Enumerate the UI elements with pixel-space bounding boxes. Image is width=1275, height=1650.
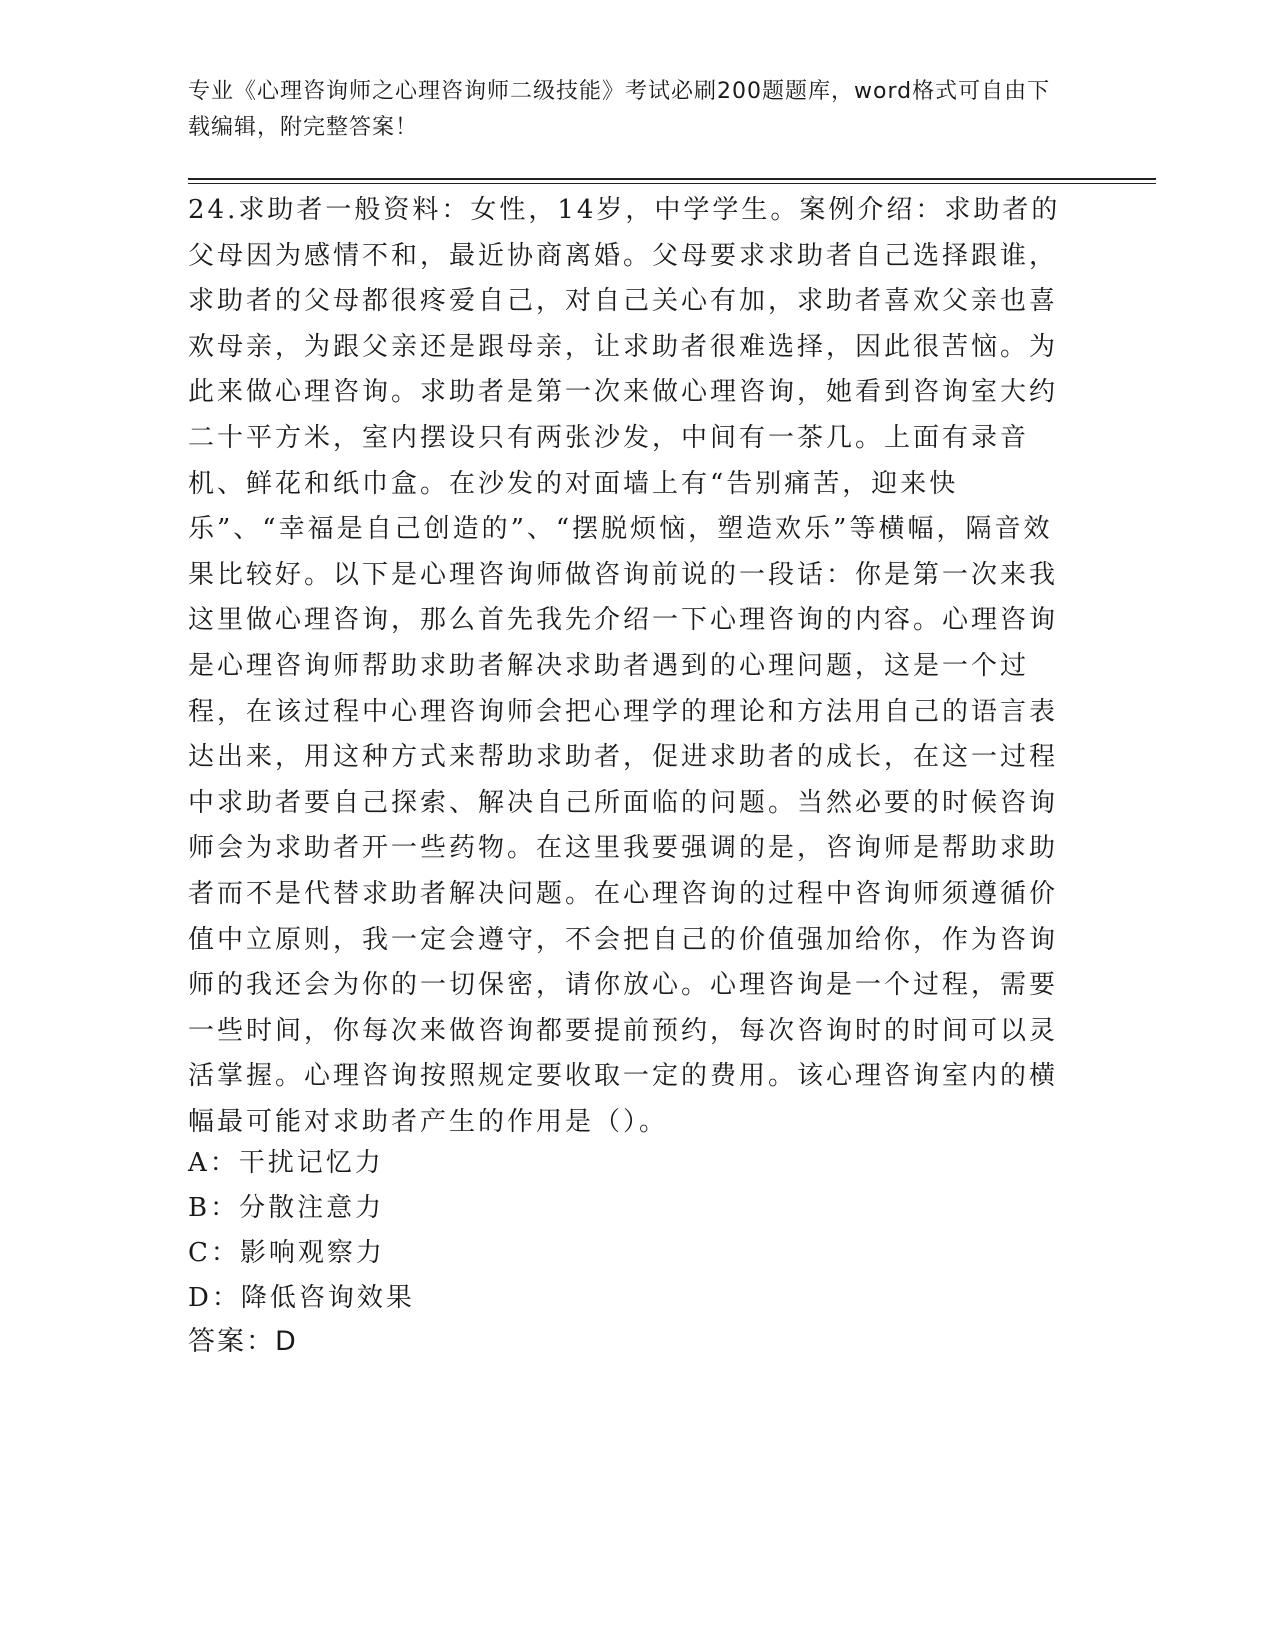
- document-header: 专业《心理咨询师之心理咨询师二级技能》考试必刷200题题库，word格式可自由下载编辑，附完整答案！: [188, 79, 1051, 140]
- options-list: [188, 1141, 1068, 1321]
- question-text: 24.求助者一般资料：女性，14岁，中学学生。案例介绍：求助者的父母因为感情不和，最近协商离婚。父母要求求助者自己选择跟谁，求助者的父母都很疼爱自己，对自己关心有加，求助者喜欢父亲也喜欢母亲，为跟父亲还是跟母亲，让求助者很难选择，因此很苦恼。为此来做心理咨询。求助者是第一次来做心理咨询，她看到咨询室大约二十平方米，室内摆设只有两张沙发，中间有一茶几。上面有录音机、鲜花和纸巾盒。在沙发的对面墙上有“告别痛苦，迎来快乐”、“幸福是自己创造的”、“摆脱烦恼，塑造欢乐”等横幅，隔音效果比较好。以下是心理咨询师做咨询前说的一段话：你是第一次来我这里做心理咨询，那么首先我先介绍一下心理咨询的内容。心理咨询是心理咨询师帮助求助者解决求助者遇到的心理问题，这是一个过程，在该过程中心理咨询师会把心理学的理论和方法用自己的语言表达出来，用这种方式来帮助求助者，促进求助者的成长，在这一过程中求助者要自己探索、解决自己所面临的问题。当然必要的时候咨询师会为求助者开一些药物。在这里我要强调的是，咨询师是帮助求助者而不是代替求助者解决问题。在心理咨询的过程中咨询师须遵循价值中立原则，我一定会遵守，不会把自己的价值强加给你，作为咨询师的我还会为你的一切保密，请你放心。心理咨询是一个过程，需要一些时间，你每次来做咨询都要提前预约，每次咨询时的时间可以灵活掌握。心理咨询按照规定要收取一定的费用。该心理咨询室内的横幅最可能对求助者产生的作用是（）。: [188, 195, 1061, 1137]
- header-rule-thick: [188, 178, 1156, 180]
- option-c: C：影响观察力: [188, 1238, 385, 1268]
- header-rule-thin: [188, 183, 1156, 184]
- option-d: D：降低咨询效果: [188, 1283, 415, 1313]
- answer-line: 答案：D: [188, 1326, 298, 1357]
- option-a: A：干扰记忆力: [188, 1148, 384, 1178]
- option-b: B：分散注意力: [188, 1193, 385, 1223]
